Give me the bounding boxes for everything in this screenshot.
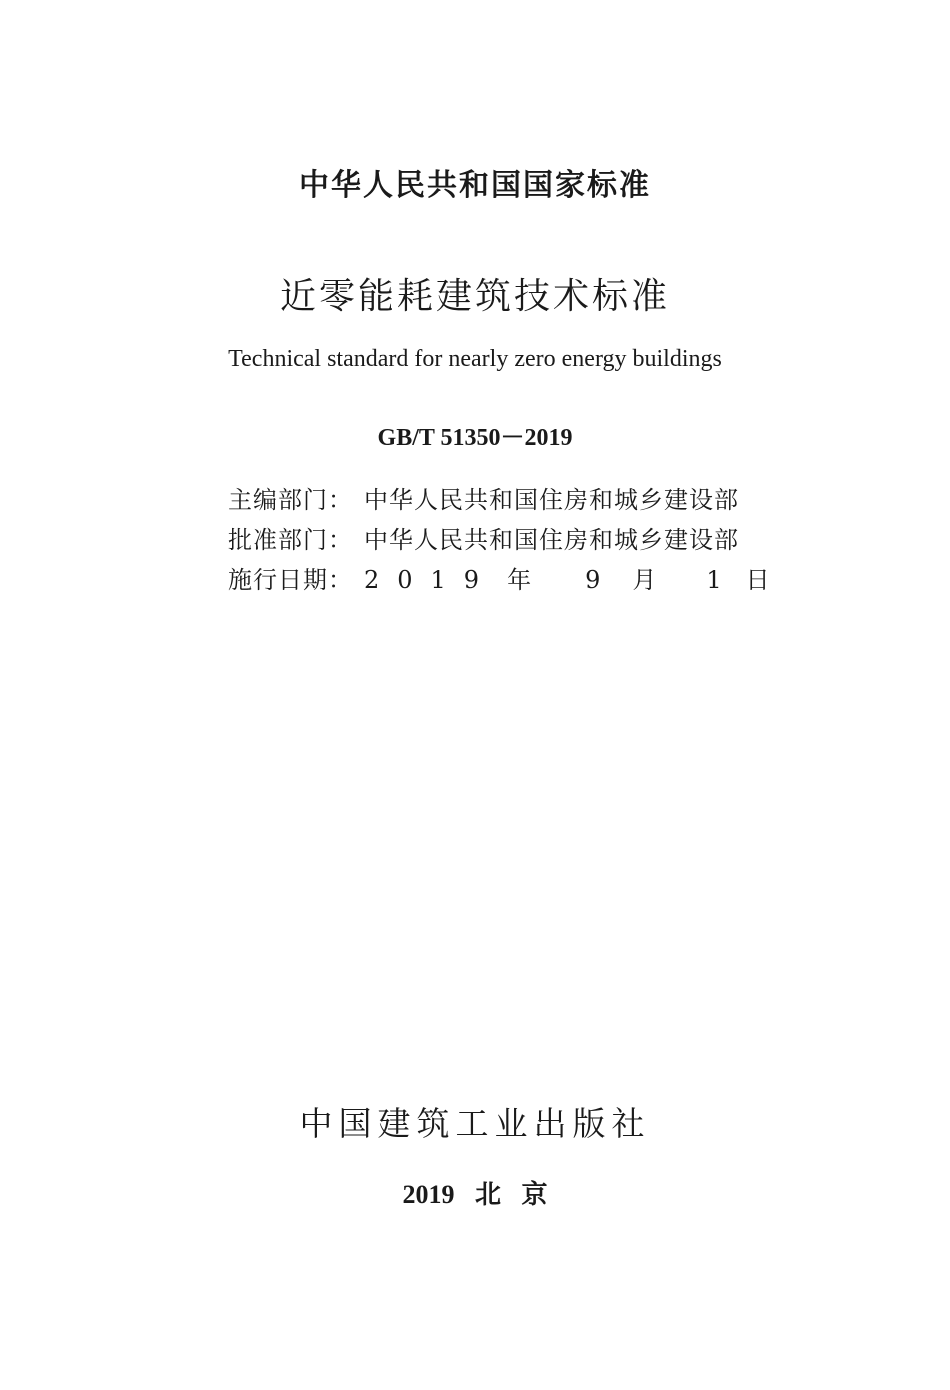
standard-title-chinese: 近零能耗建筑技术标准 bbox=[279, 276, 670, 317]
standard-code: GB/T 51350－2019 bbox=[377, 425, 573, 451]
approver-label: 批准部门： bbox=[228, 526, 353, 554]
effective-date-value bbox=[364, 560, 770, 600]
effective-date-row bbox=[228, 560, 770, 600]
editor-value: 中华人民共和国住房和城乡建设部 bbox=[364, 486, 739, 514]
national-standard-heading: 中华人民共和国国家标准 bbox=[299, 168, 651, 203]
effective-date-month-unit: 月 bbox=[632, 566, 657, 594]
effective-date-year-unit: 年 bbox=[507, 566, 532, 594]
publication-year-place: 2019 北 京 bbox=[402, 1180, 548, 1209]
editor-row bbox=[228, 480, 770, 520]
standard-info-block bbox=[228, 480, 770, 600]
effective-date-month: 9 bbox=[585, 566, 601, 594]
standard-title-english: Technical standard for nearly zero energy buildings bbox=[228, 346, 722, 372]
approver-row bbox=[228, 520, 770, 560]
publisher-name: 中国建筑工业出版社 bbox=[299, 1104, 651, 1143]
editor-label: 主编部门： bbox=[228, 486, 353, 514]
effective-date-label: 施行日期： bbox=[228, 566, 353, 594]
effective-date-day: 1 bbox=[706, 566, 722, 594]
effective-date-year: 2019 bbox=[364, 566, 498, 594]
effective-date-day-unit: 日 bbox=[745, 566, 770, 594]
approver-value: 中华人民共和国住房和城乡建设部 bbox=[364, 526, 739, 554]
